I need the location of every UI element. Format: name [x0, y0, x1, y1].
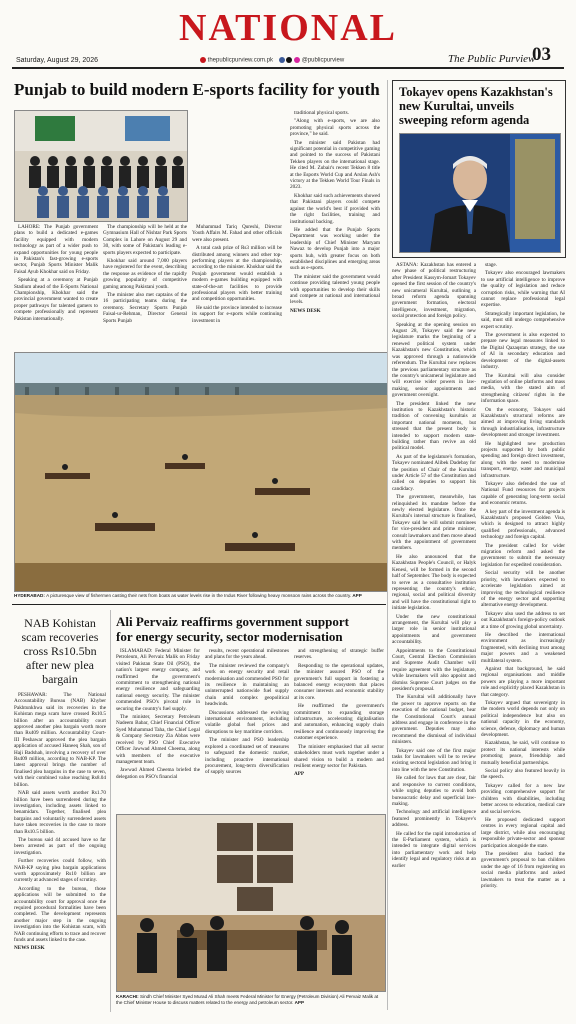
story1-para: traditional physical sports.: [294, 110, 349, 116]
story1-column-3: [192, 224, 282, 348]
story1-para: He added that the Punjab Sports Department was working under the leadership of Chief Minister Maryam Nawaz to develop Punjab into a major sports hub, with greater focus on both established disciplines and emerging areas such as e-sports.: [290, 226, 380, 272]
story1-para: Khokhar said such achievements showed that Pakistani players could compete against the world's best if provided with the right facilities, training and institutional backing.: [290, 192, 380, 225]
story2-headline: [399, 85, 559, 127]
facebook-icon: [279, 57, 285, 63]
story2-para: Tokayev also encouraged lawmakers to use artificial intelligence to improve the quality of legislation and reduce corruption risks, while warning that AI cannot replace professional legal expertise.: [481, 270, 565, 309]
story1-para: He said the province intended to increase its support for e-sports while continuing investment in: [192, 304, 282, 324]
story1-column-4: [290, 110, 380, 348]
story2-para: The president also backed the government's proposal to ban children under the age of 16 from registering on social media platforms and asked lawmakers to treat the matter as a priority.: [481, 850, 565, 889]
story4-headline: [116, 614, 384, 644]
story1-para: The minister said the government would continue providing talented young people with opportunities to develop their skills and compete at national and international levels.: [290, 273, 380, 306]
column-divider: [387, 80, 388, 1010]
story2-headline-line: Tokayev opens Kazakhstan's: [399, 85, 553, 99]
cm-meeting-photo: [116, 814, 386, 992]
story3-headline: [14, 616, 106, 686]
caption-text: Sindh Chief Minister Syed Murad Ali Shah meets Federal Minister for Energy (Petroleum Division) Ali Pervaiz Malik at the Chief Minister House to discuss matters related to the energy and petroleum sector.: [116, 994, 379, 1005]
story2-para: Tokayev called for a new law providing comprehensive support for children with disabilities, including better access to education, medical care and social services.: [481, 782, 565, 815]
story2-column-2: [481, 262, 565, 1010]
story4-column-2: [205, 648, 289, 808]
story2-para: The Kurultai will also consider regulation of online platforms and mass media, with the stated aim of strengthening citizens' rights in the information space.: [481, 372, 565, 405]
social-handle[interactable]: @publicpurview: [301, 57, 345, 64]
story1-headline: Punjab to build modern E-sports facility for youth: [14, 80, 380, 99]
story4-para: Jawwad Ahmed Cheema briefed the delegation on PSO's financial: [116, 767, 200, 780]
story1-para: The minister said Pakistan had significant potential in competitive gaming and pointed to the success of Pakistani Tekken players on the international stage. He cited M. Zubair's recent Tekken 8 title at the Esports World Cup and Arslan Ash's victory at the Tekken World Tour Finals in 2023.: [290, 139, 380, 191]
story2-para: Tokayev argued that sovereignty in the modern world depends not only on political independence but also on national capacity in the economy, science, defence, diplomacy and human development.: [481, 700, 565, 739]
story1-para: Muhammad Tariq Qureshi, Director Youth Affairs M. Fahad and other officials were also present.: [192, 224, 282, 243]
story2-para: Tokayev said one of the first major tasks for lawmakers will be to review existing sectoral legislation and bring it into line with the new Constitution.: [392, 747, 476, 773]
story4-para: results, recent operational milestones and plans for the years ahead.: [205, 648, 289, 661]
story4-para: The minister emphasised that all sector stakeholders must work together under a shared vision to build a modern and resilient energy sector for Pakistan.: [294, 743, 384, 769]
story2-para: The president called for wider migration reform and asked the government to submit the necessary legislation for expedited consideration.: [481, 542, 565, 568]
story1-para: "Along with e-sports, we are also promoting physical sports across the province," he said.: [290, 118, 380, 138]
story2-column-1: [392, 262, 476, 1010]
instagram-icon: [294, 57, 300, 63]
caption-credit: APP: [352, 593, 362, 598]
story2-headline-line: sweeping reform agenda: [399, 113, 530, 127]
caption-place: KARACHI:: [116, 994, 139, 999]
esports-group-photo: [14, 110, 188, 222]
story2-para: He also announced that the Kazakhstan People's Council, or Halyk Kenesi, will be formed in the second half of September. The body is expected to serve as a consultative institution representing the country's ethnic, regional, social and political diversity and will have the constitutional right to initiate legislation.: [392, 553, 476, 612]
story4-para: The minister reviewed the company's work on energy security and retail modernisation and commended PSO for its resilience in maintaining an uninterrupted nationwide fuel supply chain amid complex geopolitical headwinds.: [205, 662, 289, 708]
masthead-rule: [12, 67, 564, 69]
story2-para: On the economy, Tokayev said Kazakhstan's structural reforms are aimed at improving living standards through industrialisation, infrastructure development and stronger investment.: [481, 406, 565, 439]
story2-para: He called for laws that are clear, fair and responsive to current conditions, while urging deputies to avoid both bureaucratic delay and superficial law-making.: [392, 775, 476, 807]
story4-para: The minister and PSO leadership explored a coordinated set of measures to safeguard the domestic market, including proactive international procurement, long-term diversification of supply sources: [205, 737, 289, 776]
story2-para: A key part of the investment agenda is Kazakhstan's proposed Golden Visa, which is designed to attract highly qualified professionals, advanced technology and foreign capital.: [481, 508, 565, 541]
story4-para: and strengthening of strategic buffer reserves.: [294, 648, 384, 661]
story4-para: He reaffirmed the government's commitment to expanding storage infrastructure, accelerating digitalisation and automation, enhancing supply chain resilience and continuously improving the customer experience.: [294, 703, 384, 742]
story4-para: Responding to the operational updates, the minister assured PSO of the government's full support in fostering a balanced energy ecosystem that places consumer interests and economic stability at its core.: [294, 662, 384, 701]
story3-para: PESHAWAR: The National Accountability Bureau (NAB) Khyber Pakhtunkhwa said its recoveries in the Kohistan mega scam have crossed Rs10.5 billion after an accountability court approved another plea bargain worth more than Rs409 million. Accountability Court-III Peshawar approved the plea bargain application of accused Haneeq Shah, son of Haji Badshah, involving a recovery of over Rs409 million, according to NAB-KP. The latest approval brings the number of finalised plea bargains in the case to seven, with their combined value reaching Rs8.04 billion.: [14, 692, 106, 788]
section-rule: [12, 604, 386, 605]
issue-date: Saturday, August 29, 2026: [16, 57, 98, 64]
indus-river-photo: [14, 352, 388, 592]
river-photo-caption: [14, 593, 386, 599]
story2-para: He called for the rapid introduction of the E-Parliament system, which is intended to integrate digital services into parliamentary work and help identify legal and regulatory risks at an earlier: [392, 830, 476, 869]
story3-para: Further recoveries could follow, with NAB-KP saying plea bargain applications worth approximately Rs10 billion are currently at advanced stages of scrutiny.: [14, 858, 106, 884]
story2-para: The government is also expected to prepare new legal measures linked to the Digital Qazaqstan strategy, the use of AI in secondary education and development of the digital-assets industry.: [481, 332, 565, 371]
website-link[interactable]: thepublicpurview.com.pk: [207, 57, 274, 64]
story1-para: The minister also met captains of the 16 participating teams during the ceremony. Secretary Sports Punjab Faisal-ur-Rehman, Director General Sports Punjab: [103, 292, 187, 324]
story4-para: The minister, Secretary Petroleum Nadeem Babar, Chief Financial Officer Syed Muhammad Taha, the Chief Legal & Company Secretary Zia Abbas were received by PSO Chief Executive Officer Jawwad Ahmed Cheema, along with members of the executive management team.: [116, 714, 200, 765]
story3-headline-line: cross Rs10.5bn: [23, 644, 97, 658]
story2-para: He proposed dedicated support centres in every regional capital and large district, while also encouraging responsible private-sector and sponsor participation alongside the state.: [481, 816, 565, 849]
story2-para: The president linked the new institution to Kazakhstan's historic tradition of convening kurultais at important national moments, but stressed that the present body is intended to support modern state-building rather than revive an old political model.: [392, 400, 476, 452]
story1-para: Speaking at a ceremony at Punjab Stadium ahead of the E-Sports National Championship, Khokhar said the provincial government wanted to create proper pathways for talented gamers to compete professionally and represent Pakistan internationally.: [14, 277, 98, 322]
story2-para: He highlighted new production projects supported by both public spending and foreign direct investment, along with the need to modernise transport, energy, water and municipal infrastructure.: [481, 440, 565, 479]
story3-body: [14, 692, 106, 1012]
story4-para: ISLAMABAD: Federal Minister for Petroleum, Ali Pervaiz Malik on Friday visited Pakistan State Oil (PSO), the nation's largest energy company, and reaffirmed the government's commitment to strengthening national energy resilience and safeguarding national energy security. The minister commended PSO's pivotal role in securing the country's fuel supply.: [116, 648, 200, 712]
caption-place: HYDERABAD:: [14, 593, 45, 598]
story4-headline-line: for energy security, sector modernisation: [116, 629, 343, 644]
story2-para: Against that background, he said regional organisations and middle powers are playing a more important role and explicitly placed Kazakhstan in that category.: [481, 665, 565, 698]
story1-column-2: [103, 224, 187, 348]
story3-headline-line: after new plea: [26, 658, 94, 672]
story2-para: stage.: [485, 262, 497, 268]
story1-column-1: [14, 224, 98, 348]
story1-para: The championship will be held at the Gymnasium Hall of Nishtar Park Sports Complex in Lahore on August 29 and 30, with some of Pakistan's leading e-sports players expected to participate.: [103, 224, 187, 256]
story2-para: The Kurultai will additionally have the power to approve reports on the execution of the national budget, hear the Constitutional Court's annual address and engage in conference in the government. Deputies may also recommend the dismissal of individual ministers.: [392, 694, 476, 746]
story2-para: Under the new constitutional arrangement, the Kurultai will play a larger role in senior institutional appointments and government accountability.: [392, 613, 476, 646]
story2-para: Social security will be another priority, with lawmakers expected to accelerate legislation aimed at improving the technological resilience of the energy sector and supporting alternative energy development.: [481, 570, 565, 609]
story2-para: Kazakhstan, he said, will continue to protect its national interests while promoting peace, friendship and mutually beneficial partnerships.: [481, 740, 565, 766]
story1-para: A total cash prize of Rs3 million will be distributed among winners and other top-performing players at the championship, according to the minister. Khokhar said the Punjab government would establish a modern e-games building equipped with state-of-the-art facilities to provide professional players with better training and competition opportunities.: [192, 245, 282, 303]
story3-headline-line: scam recoveries: [21, 630, 99, 644]
masthead-title: NATIONAL: [179, 7, 397, 49]
story4-credit: APP: [294, 771, 305, 778]
story3-para: The bureau said 44 accused have so far been arrested as part of the ongoing investigation.: [14, 836, 106, 856]
x-icon: [286, 57, 292, 63]
story2-para: Appointments to the Constitutional Court, Central Election Commission and Supreme Audit Chamber will require agreement with the legislature, while lawmakers will also appoint and dismiss Supreme Court judges on the president's proposal.: [392, 647, 476, 692]
story3-headline-line: bargain: [42, 672, 78, 686]
story2-para: ASTANA: Kazakhstan has entered a new phase of political restructuring after President Kassym-Jomart Tokayev opened the first session of the country's new unicameral Kurultai, outlining a broad reform agenda spanning government formation, electoral intelligence, investment, migration, social protection and foreign policy.: [392, 262, 476, 320]
story2-para: As part of the legislature's formation, Tokayev nominated Alibek Dadebay for the position of Chair of the Kurultai under Article 57 of the Constitution and called on deputies to support his candidacy.: [392, 453, 476, 492]
story4-headline-line: Ali Pervaiz reaffirms government support: [116, 614, 349, 629]
column-divider: [110, 610, 111, 1012]
story3-credit: NEWS DESK: [14, 945, 45, 952]
social-links: [200, 57, 344, 64]
story2-para: Tokayev also used the address to set out Kazakhstan's foreign-policy outlook at a time of growing global uncertainty.: [481, 610, 565, 630]
globe-icon: [200, 57, 206, 63]
caption-credit: APP: [294, 999, 305, 1005]
tokayev-feature-box: [392, 80, 566, 258]
story1-para: Khokhar said around 7,000 players have registered for the event, describing the response as evidence of the rapidly growing popularity of competitive gaming among Pakistani youth.: [103, 258, 187, 290]
story4-column-1: [116, 648, 200, 808]
caption-text: A picturesque view of fishermen casting their nets from boats as water levels rise in the Indus River following heavy monsoon rains across the country.: [46, 593, 352, 598]
story2-para: The government, meanwhile, has relinquished its mandate before the newly elected legislature. Once the Kurultai's internal structure is finalised, Tokayev said he will submit nominees for vice-president and prime minister, consult lawmakers and then move ahead with the appointment of government members.: [392, 494, 476, 552]
story3-para: According to the bureau, those applications will be submitted to the accountability court for approval once the required procedural formalities have been completed. The development represents another major step in the ongoing investigation into the Kohistan scam, with NAB continuing efforts to trace and recover funds and assets linked to the case.: [14, 885, 106, 944]
story2-headline-line: new Kurultai, unveils: [399, 99, 514, 113]
story2-para: He described the international environment as increasingly fragmented, with declining trust among major powers and a weakened multilateral system.: [481, 631, 565, 664]
story1-para: LAHORE: The Punjab government plans to build a dedicated e-games facility equipped with modern technology as part of a wider push to expand opportunities for young people in Pakistan's fast-growing e-sports sector, Punjab Sports Minister Malik Faisal Ayub Khokhar said on Friday.: [14, 224, 98, 275]
page-number: 03: [532, 44, 551, 65]
cm-photo-caption: [116, 994, 384, 1005]
story3-headline-line: NAB Kohistan: [24, 616, 96, 630]
tokayev-portrait: [399, 133, 561, 253]
story2-para: Technology and artificial intelligence featured prominently in Tokayev's address.: [392, 809, 476, 829]
paper-name: The Public Purview: [448, 53, 536, 65]
story2-para: Social policy also featured heavily in the speech.: [481, 768, 565, 781]
story4-column-3: [294, 648, 384, 808]
story2-para: Tokayev also defended the use of National Fund resources for projects capable of generating long-term social and economic returns.: [481, 481, 565, 507]
story2-para: Speaking at the opening session on August 28, Tokayev said the new legislature marks the beginning of a renewed political system under Kazakhstan's new Constitution, which was approved through a nationwide referendum. The Kurultai now replaces the previous parliamentary structure as the country's unicameral legislature and will exercise wider powers in law-making, senior appointments and government oversight.: [392, 321, 476, 399]
story1-credit: NEWS DESK: [290, 307, 321, 314]
story4-para: Discussions addressed the evolving international environment, including volatile global fuel prices and disruptions to key maritime corridors.: [205, 709, 289, 735]
story2-para: Strategically important legislation, he said, must still undergo comprehensive expert scrutiny.: [481, 310, 565, 330]
story3-para: NAB said assets worth another Rs1.70 billion have been surrendered during the investigation, including assets linked to benamidars. Together, finalised plea bargains and voluntarily surrendered assets have taken recoveries in the case to more than Rs10.5 billion.: [14, 790, 106, 835]
